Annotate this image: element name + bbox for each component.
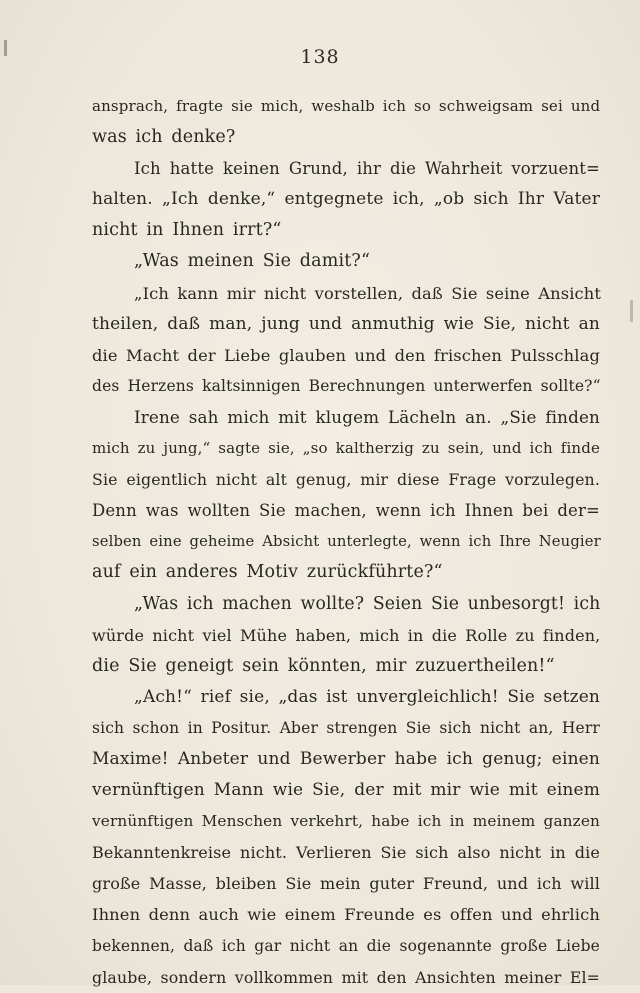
text-line: „Ach!“ rief sie, „das ist unvergleichlich! Sie setzen [134,686,600,707]
text-line: Denn was wollten Sie machen, wenn ich Ihnen bei der= [92,501,600,521]
body-text [92,91,600,993]
text-line: bekennen, daß ich gar nicht an die sogenannte große Liebe [92,936,600,955]
text-line: Bekanntenkreise nicht. Verlieren Sie sich also nicht in die [92,843,600,863]
text-line: halten. „Ich denke,“ entgegnete ich, „ob sich Ihr Vater [92,189,600,210]
text-line: selben eine geheime Absicht unterlegte, wenn ich Ihre Neugier [92,533,601,551]
text-line: würde nicht viel Mühe haben, mich in die Rolle zu finden, [92,625,601,645]
text-line: vernünftigen Menschen verkehrt, habe ich in meinem ganzen [92,812,600,831]
page-edge-mark [630,300,633,322]
text-line: „Was meinen Sie damit?“ [134,251,371,272]
text-line: Ihnen denn auch wie einem Freunde es offen und ehrlich [92,905,600,925]
text-line: „Ich kann mir nicht vorstellen, daß Sie seine Ansicht [134,283,602,303]
page-number: 138 [300,46,340,68]
text-line: die Macht der Liebe glauben und den frischen Pulsschlag [92,345,600,365]
text-line: theilen, daß man, jung und anmuthig wie Sie, nicht an [92,313,600,334]
text-line: sich schon in Positur. Aber strengen Sie sich nicht an, Herr [92,718,600,737]
text-line: große Masse, bleiben Sie mein guter Freund, und ich will [92,874,600,894]
text-line: die Sie geneigt sein könnten, mir zuzuertheilen!“ [92,655,555,676]
text-line: nicht in Ihnen irrt?“ [92,220,282,241]
text-line: Irene sah mich mit klugem Lächeln an. „Sie finden [134,406,600,427]
text-line: auf ein anderes Motiv zurückführte?“ [92,562,443,583]
text-line: ansprach, fragte sie mich, weshalb ich so schweigsam sei und [92,97,601,115]
text-line: vernünftigen Mann wie Sie, der mit mir wie mit einem [92,780,600,801]
text-line: glaube, sondern vollkommen mit den Ansichten meiner El= [92,967,600,987]
text-line: Ich hatte keinen Grund, ihr die Wahrheit vorzuent= [134,159,600,179]
text-line: „Was ich machen wollte? Seien Sie unbesorgt! ich [134,593,601,614]
text-line: Sie eigentlich nicht alt genug, mir diese Frage vorzulegen. [92,470,600,490]
text-line: Maxime! Anbeter und Bewerber habe ich genug; einen [92,748,600,769]
text-line: was ich denke? [92,127,236,148]
text-line: mich zu jung,“ sagte sie, „so kaltherzig zu sein, und ich finde [92,439,600,458]
text-line: des Herzens kaltsinnigen Berechnungen unterwerfen sollte?“ [92,376,601,395]
